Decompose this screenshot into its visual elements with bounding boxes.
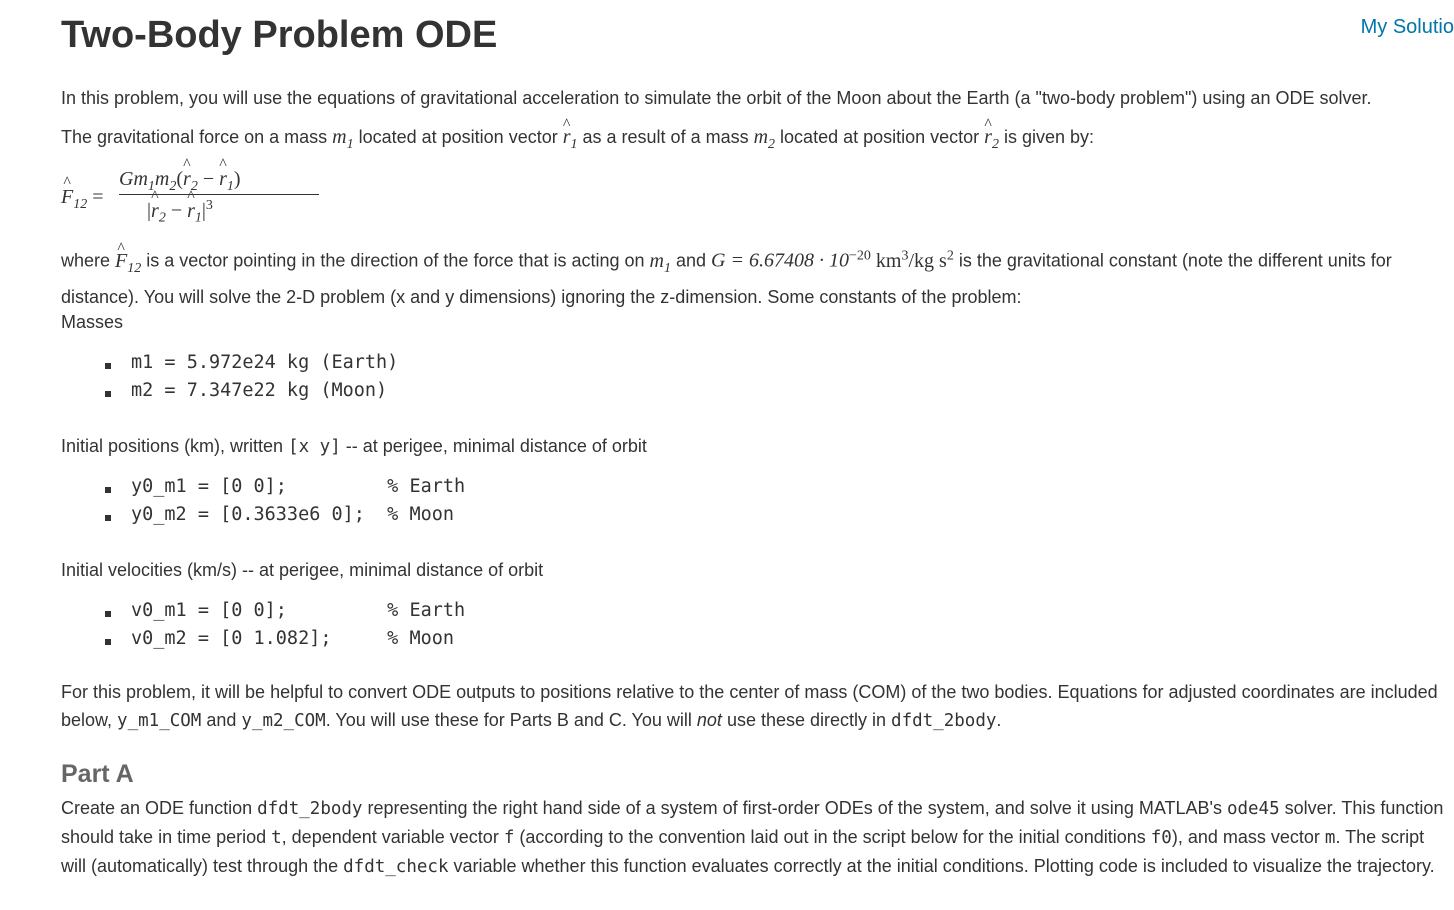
part-a-heading: Part A	[61, 760, 134, 788]
velocities-heading: Initial velocities (km/s) -- at perigee, minimal distance of orbit	[61, 560, 544, 580]
force-sentence: The gravitational force on a mass $m_1$ located at position vector ^ $r_1$ as a result of a mass $m_2$ located at position vector ^ $r_2$ is given by:	[61, 123, 1094, 159]
masses-heading: Masses	[61, 312, 124, 332]
positions-heading: Initial positions (km), written [x y] -- at perigee, minimal distance of orbit	[61, 436, 647, 457]
masses-list	[105, 349, 398, 405]
list-item: m1 = 5.972e24 kg (Earth)	[105, 349, 398, 377]
list-item: y0_m1 = [0 0]; % Earth	[105, 473, 465, 501]
page-title: Two-Body Problem ODE	[61, 14, 498, 56]
positions-list	[105, 473, 465, 529]
list-item: v0_m2 = [0 1.082]; % Moon	[105, 625, 465, 653]
where-paragraph: where ^ $F_{12}$ is a vector pointing in the direction of the force that is acting on $m_1$ and $G = 6.67408 \cdot 10^{-20}$ $km^3/kg$ $s^2$ is the gravitational constant (note the different units for distance). You will solve the 2-D problem (x and y dimensions) ignoring the z-dimension. Some constants of the problem:	[61, 242, 1446, 311]
velocities-list	[105, 597, 465, 653]
part-a-paragraph: Create an ODE function dfdt_2body representing the right hand side of a system of first-order ODEs of the system, and solve it using MATLAB's ode45 solver. This function should take in time period t, dependent variable vector f (according to the convention laid out in the script below for the initial conditions f0), and mass vector m. The script will (automatically) test through the dfdt_check variable whether this function evaluates correctly at the initial conditions. Plotting code is included to visualize the trajectory.	[61, 798, 1444, 877]
list-item: v0_m1 = [0 0]; % Earth	[105, 597, 465, 625]
my-solutions-link[interactable]: My Solutio	[1360, 16, 1454, 38]
com-paragraph: For this problem, it will be helpful to convert ODE outputs to positions relative to the center of mass (COM) of the two bodies. Equations for adjusted coordinates are included below, y_m1_COM and y_m2_COM. You will use these for Parts B and C. You will not use these directly in dfdt_2body.	[61, 682, 1438, 731]
list-item: m2 = 7.347e22 kg (Moon)	[105, 377, 398, 405]
intro-paragraph: In this problem, you will use the equations of gravitational acceleration to simulate the orbit of the Moon about the Earth (a "two-body problem") using an ODE solver.	[61, 88, 1372, 108]
list-item: y0_m2 = [0.3633e6 0]; % Moon	[105, 501, 465, 529]
